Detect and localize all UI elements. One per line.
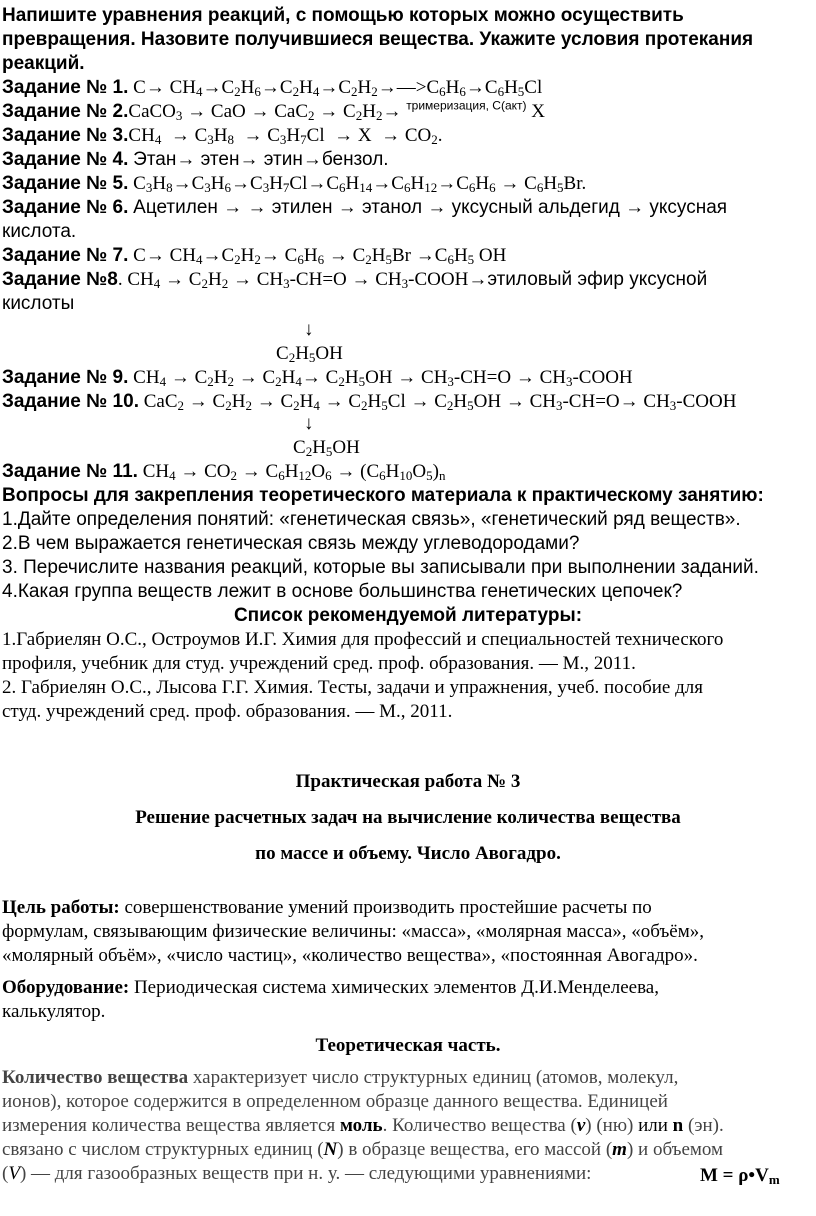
task-4 — [2, 148, 389, 171]
task-6-text-2: кислота. — [2, 221, 77, 242]
task-3 — [2, 124, 442, 147]
N-symbol: N — [323, 1139, 338, 1160]
task-9-label: Задание № 9. — [2, 367, 129, 388]
task-2-end: X — [531, 101, 545, 122]
task-9 — [2, 366, 633, 389]
task-7-label: Задание № 7. — [2, 245, 129, 266]
task-3-chain: $CH_4 \to C_3H_8 \to C_3H_7Cl \to X \to CO_2$. — [128, 125, 443, 147]
task-1 — [2, 76, 542, 99]
task-8-tail: →этиловый эфир уксусной — [468, 269, 708, 290]
task-9-chain: $CH_4 \to C_2H_2 \to C_2H_4\to C_2H_5OH \to CH_3-CH=O$ → $CH_3$-COOH — [133, 367, 633, 389]
theory-text-4b: ) в образце вещества, его массой ( — [337, 1139, 613, 1160]
question-4: 4.Какая группа веществ лежит в основе большинства генетических цепочек? — [2, 581, 683, 602]
n-symbol: n — [667, 1115, 684, 1136]
ethanol-branch-2: $C_2H_5OH$ — [293, 437, 360, 459]
theory-line-1 — [2, 1066, 678, 1089]
task-10-label: Задание № 10. — [2, 391, 139, 412]
practical-title: Практическая работа № 3 — [295, 771, 521, 792]
theory-text-5a: ( — [2, 1163, 9, 1184]
practical-subtitle-2: по массе и объему. Число Авогадро. — [255, 843, 561, 864]
theory-line-2: ионов), которое содержится в определенном образце данного вещества. Единицей — [2, 1091, 668, 1112]
intro-line-2: превращения. Назовите получившиеся вещества. Укажите условия протекания — [2, 29, 754, 50]
down-arrow-icon: ↓ — [304, 413, 314, 434]
theory-title: Теоретическая часть. — [315, 1035, 501, 1056]
goal-label: Цель работы: — [2, 897, 120, 918]
literature-heading: Список рекомендуемой литературы: — [233, 605, 583, 626]
down-arrow-icon: ↓ — [304, 319, 314, 340]
theory-text-5b: ) — для газообразных веществ при н. у. — следующими уравнениями: — [19, 1163, 592, 1184]
task-5 — [2, 172, 586, 195]
task-5-label: Задание № 5. — [2, 173, 129, 194]
theory-text-1: характеризует число структурных единиц (атомов, молекул, — [188, 1067, 679, 1088]
task-10 — [2, 390, 736, 413]
question-3: 3. Перечислите названия реакций, которые вы записывали при выполнении заданий. — [2, 557, 759, 578]
equipment-line-2: калькулятор. — [2, 1001, 106, 1022]
task-8 — [2, 268, 707, 291]
or-word: или — [638, 1115, 668, 1136]
literature-1a: 1.Габриелян О.С., Остроумов И.Г. Химия для профессий и специальностей технического — [2, 629, 724, 650]
theory-line-4 — [2, 1138, 723, 1161]
goal-line-2: формулам, связывающим физические величины: «масса», «молярная масса», «объём», — [2, 921, 705, 942]
question-2: 2.В чем выражается генетическая связь между углеводородами? — [2, 533, 580, 554]
task-8-text-2: кислоты — [2, 293, 75, 314]
task-2-note: тримеризация, С(акт) — [406, 98, 527, 113]
goal-line-3: «молярный объём», «число частиц», «количество вещества», «постоянная Авогадро». — [2, 945, 698, 966]
literature-2a: 2. Габриелян О.С., Лысова Г.Г. Химия. Тесты, задачи и упражнения, учеб. пособие для — [2, 677, 703, 698]
task-11-label: Задание № 11. — [2, 461, 138, 482]
task-2 — [2, 100, 545, 123]
theory-text-4c: ) и объемом — [626, 1139, 724, 1160]
task-2-chain: CaCO$_3$ → CaO → $CaC_2 \to C_2H_2\to$ — [128, 101, 407, 123]
equipment-label: Оборудование: — [2, 977, 130, 998]
task-4-text: Этан→ этен→ этин→бензол. — [133, 149, 389, 170]
task-8-label: Задание №8 — [2, 269, 118, 290]
literature-1b: профиля, учебник для студ. учреждений сред. проф. образования. — М., 2011. — [2, 653, 636, 674]
literature-2b: студ. учреждений сред. проф. образования. — М., 2011. — [2, 701, 453, 722]
formula-text: M = ρ•V — [700, 1165, 769, 1186]
theory-text-3a: измерения количества вещества является — [2, 1115, 340, 1136]
nu-symbol: ν — [576, 1115, 586, 1136]
task-8-chain: . $CH_4 \to C_2H_2 \to CH_3-CH=O$ → $CH_3$-COOH — [117, 269, 469, 291]
theory-text-4a: связано с числом структурных единиц ( — [2, 1139, 324, 1160]
task-4-label: Задание № 4. — [2, 149, 129, 170]
practical-subtitle-1: Решение расчетных задач на вычисление количества вещества — [135, 807, 681, 828]
intro-line-1: Напишите уравнения реакций, с помощью которых можно осуществить — [2, 5, 684, 26]
task-6 — [2, 196, 727, 219]
task-6-label: Задание № 6. — [2, 197, 129, 218]
theory-term: Количество вещества — [2, 1067, 189, 1088]
equipment-line-1 — [2, 976, 659, 999]
task-5-chain: $C_3H_8\to C_3H_6\to C_3H_7Cl\to C_6H_{14}\to C_6H_{12}\to C_6H_6 \to C_6H_5Br$. — [133, 173, 587, 195]
task-7 — [2, 244, 506, 267]
formula-subscript: m — [768, 1172, 780, 1187]
question-1: 1.Дайте определения понятий: «генетическая связь», «генетический ряд веществ». — [2, 509, 741, 530]
task-2-label: Задание № 2. — [2, 101, 129, 122]
V-symbol: V — [8, 1163, 20, 1184]
m-symbol: m — [612, 1139, 627, 1160]
task-7-chain: $C\to CH_4\to C_2H_2\to C_6H_6 \to C_2H_5Br \to C_6H_5$ OH — [133, 245, 507, 267]
task-1-label: Задание № 1. — [2, 77, 129, 98]
goal-line-1 — [2, 896, 652, 919]
intro-line-3: реакций. — [2, 53, 85, 74]
theory-line-3 — [2, 1114, 724, 1137]
theory-text-3d: (эн). — [683, 1115, 724, 1136]
ethanol-branch-1: $C_2H_5OH$ — [276, 343, 343, 365]
equipment-text-1: Периодическая система химических элементов Д.И.Менделеева, — [129, 977, 659, 998]
theory-text-3c: ) (ню) — [585, 1115, 639, 1136]
goal-text-1: совершенствование умений производить простейшие расчеты по — [119, 897, 652, 918]
task-11 — [2, 460, 445, 483]
mol-term: моль — [339, 1115, 383, 1136]
theory-text-3b: . Количество вещества ( — [382, 1115, 577, 1136]
questions-heading: Вопросы для закрепления теоретического материала к практическому занятию: — [2, 485, 764, 506]
task-1-chain: $C\to CH_4\to C_2H_6\to C_2H_4\to C_2H_2\to—>C_6H_6\to C_6H_5Cl$ — [133, 77, 543, 99]
task-3-label: Задание № 3. — [2, 125, 129, 146]
theory-line-5 — [2, 1162, 591, 1185]
density-formula — [700, 1164, 780, 1187]
task-6-text: Ацетилен → → этилен → этанол → уксусный альдегид → уксусная — [133, 197, 728, 218]
task-10-chain: $CaC_2 \to C_2H_2 \to C_2H_4 \to C_2H_5Cl \to C_2H_5OH \to CH_3-CH=O\to$ $CH_3$-COOH — [143, 391, 737, 413]
task-11-chain: $CH_4 \to CO_2 \to C_6H_{12}O_6 \to (C_6H_{10}O_5)_n$ — [142, 461, 446, 483]
